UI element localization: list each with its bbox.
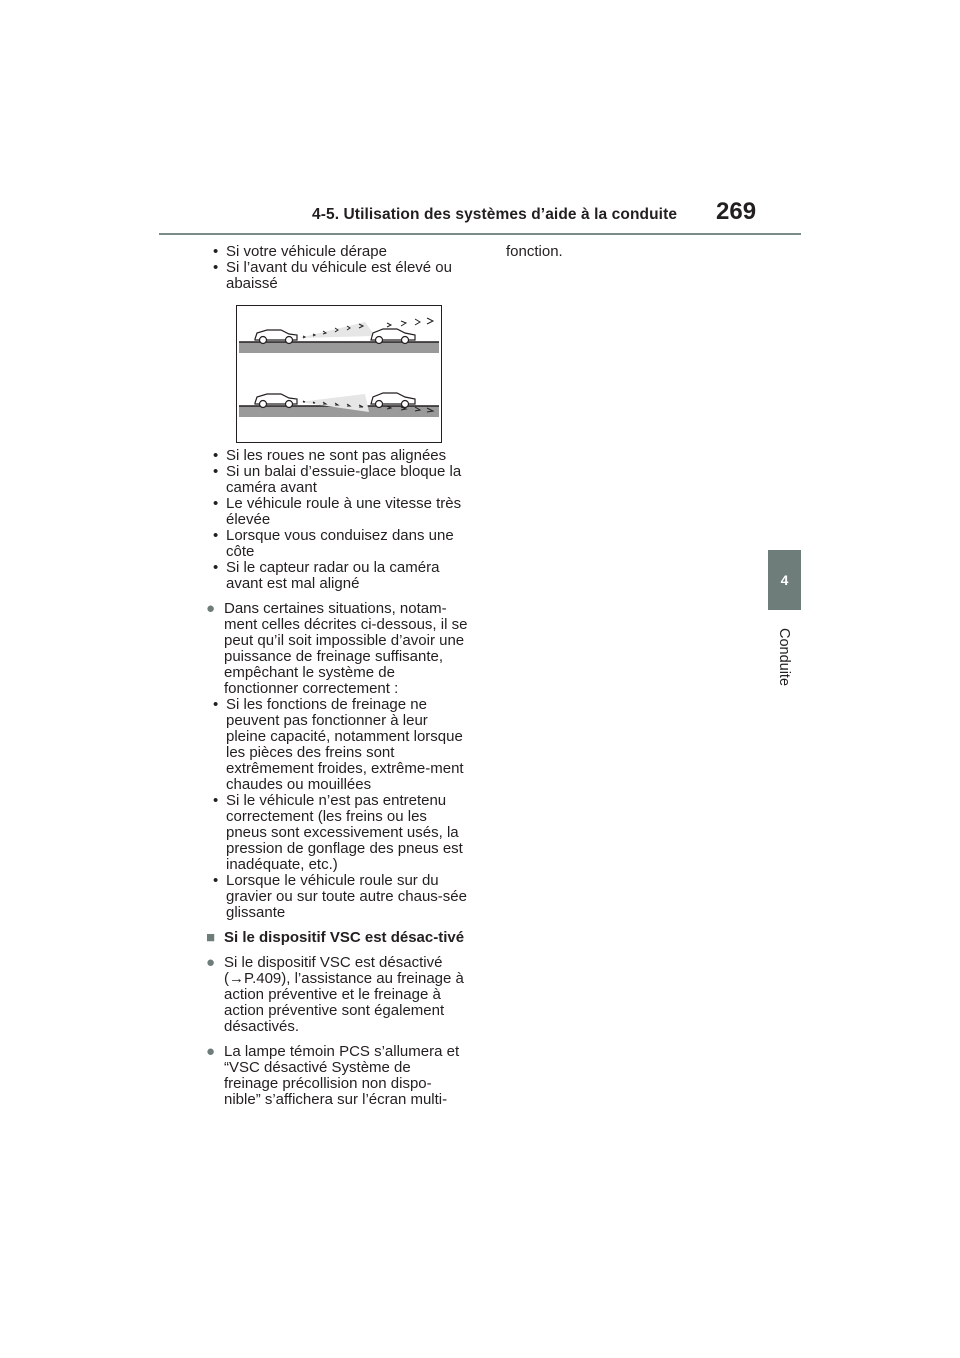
list-item: • Si le véhicule n’est pas entretenu correctement (les freins ou les pneus sont excessivement usés, la pression de gonflage des pneus est inadéquate, etc.) (213, 792, 463, 873)
list-item: • Si le capteur radar ou la caméra avant est mal aligné (213, 559, 440, 592)
note-paragraph: ● Dans certaines situations, notam-ment celles décrites ci-dessous, il se peut qu’il soit impossible d’avoir une puissance de freinage suffisante, empêchant le système de fonctionner correctement : (206, 600, 468, 697)
list-item: • Lorsque le véhicule roule sur du gravier ou sur toute autre chaus-sée glissante (213, 872, 467, 921)
mid-bullet-list (206, 448, 468, 1108)
list-item: • Si les roues ne sont pas alignées (213, 447, 447, 464)
chapter-label-container (768, 612, 801, 702)
note-paragraph: ● La lampe témoin PCS s’allumera et “VSC désactivé Système de freinage précollision non dispo-nible” s’affichera sur l’écran multi- (206, 1043, 460, 1108)
note-paragraph: ● Si le dispositif VSC est désactivé (→P.409), l’assistance au freinage à action préventive et le freinage à action préventive sont également désactivés. (206, 954, 464, 1035)
top-bullet-list (206, 244, 468, 292)
chapter-tab (768, 550, 801, 610)
list-item: • Le véhicule roule à une vitesse très élevée (213, 495, 462, 528)
chapter-label: Conduite (776, 627, 793, 687)
column-two-text: fonction. (506, 243, 563, 260)
list-item: • Lorsque vous conduisez dans une côte (213, 527, 454, 560)
list-item: • Si les fonctions de freinage ne peuvent pas fonctionner à leur pleine capacité, notamment lorsque les pièces des freins sont extrêmement froides, extrême-ment chaudes ou mouillées (213, 696, 464, 793)
vehicle-braking-illustration-icon (236, 305, 442, 443)
chapter-number: 4 (780, 572, 789, 588)
list-item: • Si l’avant du véhicule est élevé ou abaissé (213, 259, 452, 292)
header-divider (159, 233, 801, 235)
list-item: • Si votre véhicule dérape (213, 243, 387, 260)
page-number: 269 (716, 198, 757, 225)
section-title: 4-5. Utilisation des systèmes d’aide à la conduite (312, 206, 678, 223)
section-heading: ■ Si le dispositif VSC est désac-tivé (206, 929, 465, 946)
list-item: • Si un balai d’essuie-glace bloque la caméra avant (213, 463, 462, 496)
